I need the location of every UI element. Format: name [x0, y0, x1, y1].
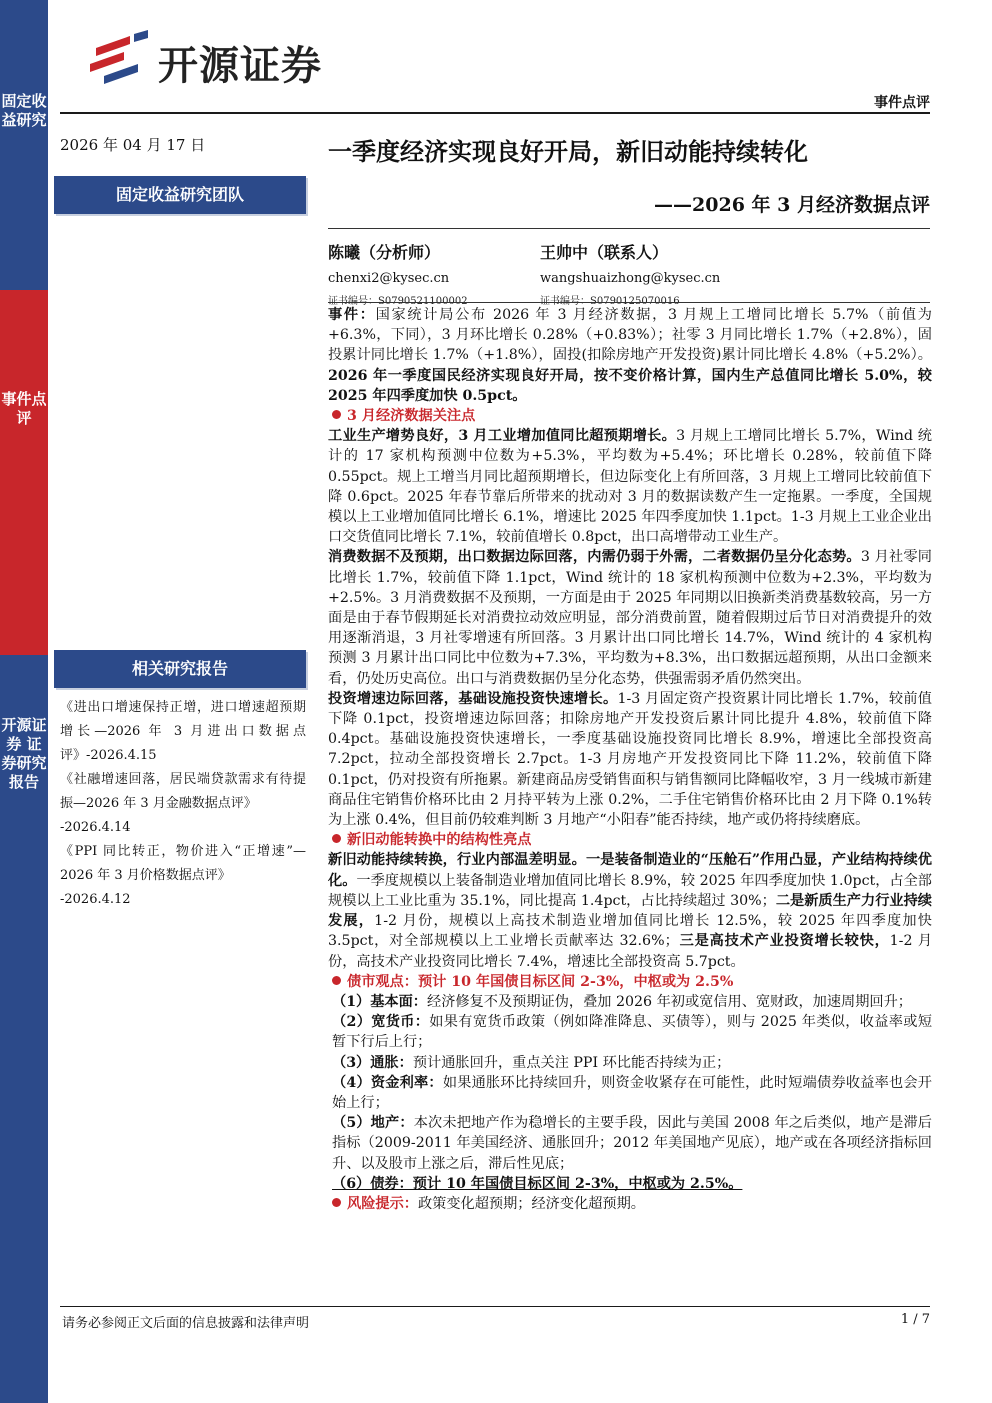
related-reports-list: [60, 696, 306, 912]
paragraph-structure: 新旧动能持续转换，行业内部温差明显。一是装备制造业的“压舱石”作用凸显，产业结构持续优化。一季度规模以上装备制造业增加值同比增长 8.9%，较 2025 年四季度加快 1.0pct，占全部规模以上工业比重为 35.1%，同比提高 1.4pct，占比持续超过 30%；二是新质生产力行业持续发展，1-2 月份，规模以上高技术制造业增加值同比增长 12.5%，较 2025 年四季度加快 3.5pct，对全部规模以上工业增长贡献率达 32.6%；三是高技术产业投资增长较快，1-2 月份，高技术产业投资同比增长 7.4%，增速比全部投资高 5.7pct。: [328, 852, 933, 970]
title-rule: [328, 228, 930, 229]
author-cert: 证书编号：S0790125070016: [540, 296, 680, 307]
sidebar-strip: [0, 0, 48, 1403]
brand-name: 开源证券: [158, 43, 322, 89]
author-2: [540, 240, 720, 307]
risk-line: 风险提示：政策变化超预期；经济变化超预期。: [328, 1194, 932, 1214]
page-title: 一季度经济实现良好开局，新旧动能持续转化: [328, 137, 808, 166]
event-paragraph: 事件：国家统计局公布 2026 年 3 月经济数据，3 月规上工增同比增长 5.7%（前值为+6.3%，下同），3 月环比增长 0.28%（+0.83%）；社零 3 月同比增长 1.7%（+2.8%），固投累计同比增长 1.7%（+1.8%），固投(扣除房地产开发投资)累计同比增长 4.8%（+5.2%）。2026 年一季度国民经济实现良好开局，按不变价格计算，国内生产总值同比增长 5.0%，较 2025 年四季度加快 0.5pct。: [328, 307, 932, 404]
related-report-title[interactable]: 《进出口增速保持正增，进口增速超预期增长—2026 年 3 月进出口数据点评》: [60, 700, 306, 763]
author-1: [328, 240, 468, 307]
author-cert: 证书编号：S0790521100002: [328, 296, 468, 307]
footer-rule: [60, 1306, 930, 1307]
related-report-title[interactable]: 《PPI 同比转正，物价进入“正增速”— 2026 年 3 月价格数据点评》: [60, 844, 306, 883]
related-report-date: -2026.4.12: [60, 892, 131, 907]
bond-point-2: （2）宽货币：如果有宽货币政策（例如降准降息、买债等），则与 2025 年类似，收益率或短暂下行后上行；: [332, 1014, 933, 1051]
bond-point-6: （6）债券：预计 10 年国债目标区间 2-3%，中枢或为 2.5%。: [332, 1175, 743, 1192]
team-banner: 固定收益研究团队: [54, 176, 306, 214]
brand-mark-icon: [90, 30, 150, 86]
paragraph-consumption: 消费数据不及预期，出口数据边际回落，内需仍弱于外需，二者数据仍呈分化态势。3 月社零同比增长 1.7%，较前值下降 1.1pct，Wind 统计的 18 家机构预测中位数为+2.3%，平均数为+2.5%。3 月消费数据不及预期，一方面是由于 2025 年同期以旧换新类消费基数较高，另一方面是由于春节假期延长对消费拉动效应明显，部分消费前置，随着假期过后节日对消费提升的效用逐渐消退，3 月社零增速有所回落。3 月累计出口同比增长 14.7%，Wind 统计的 4 家机构预测 3 月累计出口同比中位数为+7.3%，平均数为+8.3%，出口数据远超预期，从出口金额来看，仍处历史高位。出口与消费数据仍呈分化态势，供强需弱矛盾仍然突出。: [328, 549, 932, 687]
report-date: 2026 年 04 月 17 日: [60, 136, 206, 154]
related-reports-banner: 相关研究报告: [54, 650, 306, 688]
related-report[interactable]: [60, 768, 306, 840]
author-name: 王帅中（联系人）: [540, 243, 669, 262]
bullet-icon: [332, 410, 341, 419]
bullet-icon: [332, 834, 341, 843]
related-report-date: -2026.4.14: [60, 820, 131, 835]
bond-point-3: （3）通胀：预计通胀回升，重点关注 PPI 环比能否持续为正；: [332, 1054, 731, 1071]
related-report[interactable]: [60, 696, 306, 768]
doc-type: 事件点评: [874, 95, 930, 111]
bullet-icon: [332, 1198, 341, 1207]
author-rule: [328, 302, 930, 303]
author-email[interactable]: wangshuaizhong@kysec.cn: [540, 271, 721, 286]
bond-point-5: （5）地产：本次未把地产作为稳增长的主要手段，因此与美国 2008 年之后类似，地产是滞后指标（2009-2011 年美国经济、通胀回升；2012 年美国地产见底），地产或在各项经济指标回升、以及股市上涨之后，滞后性见底；: [332, 1115, 932, 1172]
sidebar-middle-label: 事件点评: [1, 390, 47, 427]
footer-disclaimer: 请务必参阅正文后面的信息披露和法律声明: [62, 1316, 310, 1331]
paragraph-investment: 投资增速边际回落，基础设施投资快速增长。1-3 月固定资产投资累计同比增长 1.7%，较前值下降 0.1pct，投资增速边际回落；扣除房地产开发投资后累计同比提升 4.8%，较前值下降 0.4pct。基础设施投资快速增长，一季度基础设施投资同比增长 8.9%，增速比全部投资高 7.2pct，拉动全部投资增长 2.7pct。1-3 月房地产开发投资同比下降 11.2%，较前值下降 0.1pct，仍对投资有所拖累。新建商品房受销售面积与销售额同比降幅收窄，3 月一线城市新建商品住宅销售价格环比由 2 月持平转为上涨 0.2%，二手住宅销售价格环比由 2 月下降 0.1%转为上涨 0.4%，但目前仍较难判断 3 月地产“小阳春”能否持续，地产或仍将持续磨底。: [328, 690, 932, 829]
paragraph-industry: 工业生产增势良好，3 月工业增加值同比超预期增长。3 月规上工增同比增长 5.7%，Wind 统计的 17 家机构预测中位数为+5.3%，平均数为+5.4%；环比增长 0.28%，较前值下降 0.55pct。规上工增当月同比超预期增长，但边际变化上有所回落，3 月规上工增同比较前值下降 0.6pct。2025 年春节靠后所带来的扰动对 3 月的数据读数产生一定拖累。一季度，全国规模以上工业增加值同比增长 6.1%，增速比 2025 年四季度加快 1.1pct。1-3 月规上工业企业出口交货值同比增长 7.1%，较前值增长 0.8pct，出口高增带动工业生产。: [328, 428, 932, 546]
main-body: [328, 305, 932, 1214]
bond-point-1: （1）基本面：经济修复不及预期证伪，叠加 2026 年初或宽信用、宽财政，加速周期回升；: [332, 993, 912, 1010]
related-report[interactable]: [60, 840, 306, 912]
related-report-title[interactable]: 《社融增速回落，居民端贷款需求有待提振—2026 年 3 月金融数据点评》: [60, 772, 306, 811]
bond-point-4: （4）资金利率：如果通胀环比持续回升，则资金收紧存在可能性，此时短端债券收益率也会开始上行；: [332, 1074, 932, 1111]
sidebar-red-block: [0, 290, 48, 655]
section-heading: 3 月经济数据关注点: [328, 406, 932, 426]
section-heading: 债市观点：预计 10 年国债目标区间 2-3%，中枢或为 2.5%: [328, 972, 932, 992]
author-email[interactable]: chenxi2@kysec.cn: [328, 271, 450, 286]
author-name: 陈曦（分析师）: [328, 243, 441, 262]
page-subtitle: ——2026 年 3 月经济数据点评: [654, 194, 930, 216]
page-number: 1 / 7: [900, 1312, 930, 1327]
section-heading: 新旧动能转换中的结构性亮点: [328, 830, 932, 850]
header-rule: [60, 112, 930, 114]
sidebar-top-label: 固定收益研究: [1, 92, 47, 129]
related-report-date: -2026.4.15: [86, 748, 157, 763]
bullet-icon: [332, 976, 341, 985]
sidebar-bottom-label: 开源证券 证券研究报告: [1, 716, 47, 791]
